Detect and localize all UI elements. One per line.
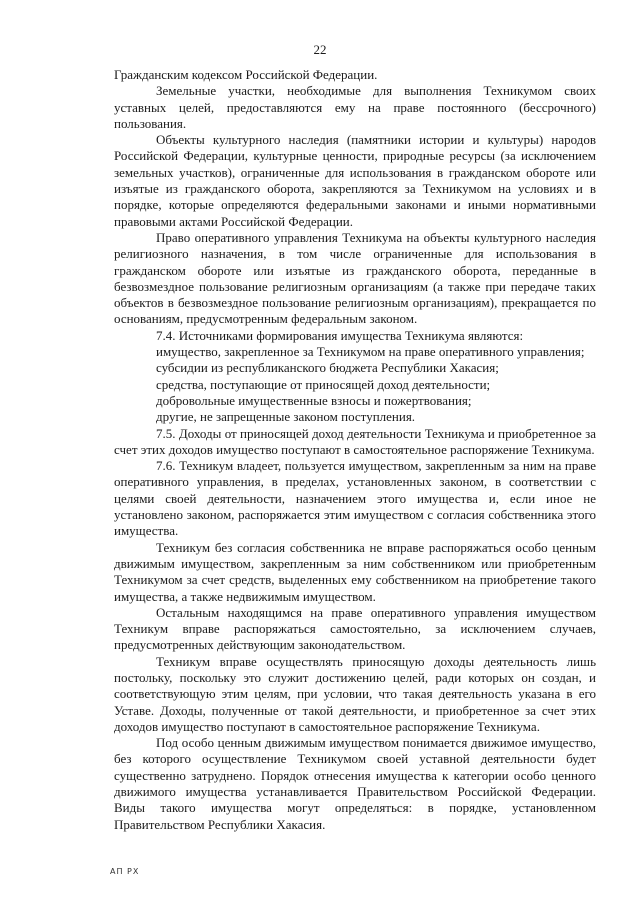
list-item: субсидии из республиканского бюджета Республики Хакасия;: [156, 360, 499, 376]
paragraph: Гражданским кодексом Российской Федерации.: [114, 67, 378, 82]
paragraph: Остальным находящимся на праве оперативного управления имуществом Техникум вправе распоряжаться самостоятельно, за исключением случаев, предусмотренных действующим законодательством.: [114, 604, 596, 653]
page-number: 22: [313, 42, 327, 57]
document-body: [114, 67, 596, 833]
list-item: добровольные имущественные взносы и пожертвования;: [156, 392, 472, 408]
paragraph: 7.6. Техникум владеет, пользуется имуществом, закрепленным за ним на праве оперативного управления, в пределах, установленных законом, в соответствии с целями своей деятельности, назначением этого имущества и, если иное не установлено законом, распоряжается этим имуществом с согласия собственника этого имущества.: [114, 458, 596, 539]
paragraph: 7.5. Доходы от приносящей доход деятельности Техникума и приобретенное за счет этих доходов имущество поступают в самостоятельное распоряжение Техникума.: [114, 425, 596, 457]
list-item: средства, поступающие от приносящей доход деятельности;: [156, 376, 491, 392]
paragraph: Объекты культурного наследия (памятники истории и культуры) народов Российской Федерации, культурные ценности, природные ресурсы (за исключением земельных участков), ограниченные для использования в гражданском обороте или изъятые из гражданского оборота, закрепляются за Техникумом на условиях и в порядке, которые определяются федеральными законами и иными нормативными правовыми актами Российской Федерации.: [114, 132, 596, 229]
footer-stamp-text: АП РХ: [110, 867, 140, 876]
paragraph: 7.4. Источниками формирования имущества Техникума являются:: [156, 327, 524, 343]
paragraph: Техникум без согласия собственника не вправе распоряжаться особо ценным движимым имуществом, закрепленным за ним собственником или приобретенным Техникумом за счет средств, выделенных ему собственником на приобретение такого имущества, а также недвижимым имуществом.: [114, 539, 596, 604]
paragraph: Под особо ценным движимым имуществом понимается движимое имущество, без которого осуществление Техникумом своей уставной деятельности будет существенно затруднено. Порядок отнесения имущества к категории особо ценного движимого имущества устанавливается Правительством Российской Федерации. Виды такого имущества могут определяться: в порядке, установленном Правительством Республики Хакасия.: [114, 735, 596, 832]
paragraph: Техникум вправе осуществлять приносящую доходы деятельность лишь постольку, поскольку это служит достижению целей, ради которых он создан, и соответствующую этим целям, при условии, что такая деятельность указана в его Уставе. Доходы, полученные от такой деятельности, и приобретенное за счет этих доходов имущество поступают в самостоятельное распоряжение Техникума.: [114, 653, 596, 734]
paragraph: Земельные участки, необходимые для выполнения Техникумом своих уставных целей, предоставляются ему на праве постоянного (бессрочного) пользования.: [114, 83, 596, 131]
list-item: имущество, закрепленное за Техникумом на праве оперативного управления;: [156, 344, 585, 360]
paragraph: Право оперативного управления Техникума на объекты культурного наследия религиозного назначения, в том числе ограниченные для использования в гражданском обороте или изъятые из гражданского оборота, переданные в безвозмездное пользование религиозным организациям (а также при передаче таких объектов в безвозмездное пользование религиозным организациям), прекращается по основаниям, предусмотренным федеральным законом.: [114, 229, 596, 327]
list-item: другие, не запрещенные законом поступления.: [156, 409, 416, 425]
